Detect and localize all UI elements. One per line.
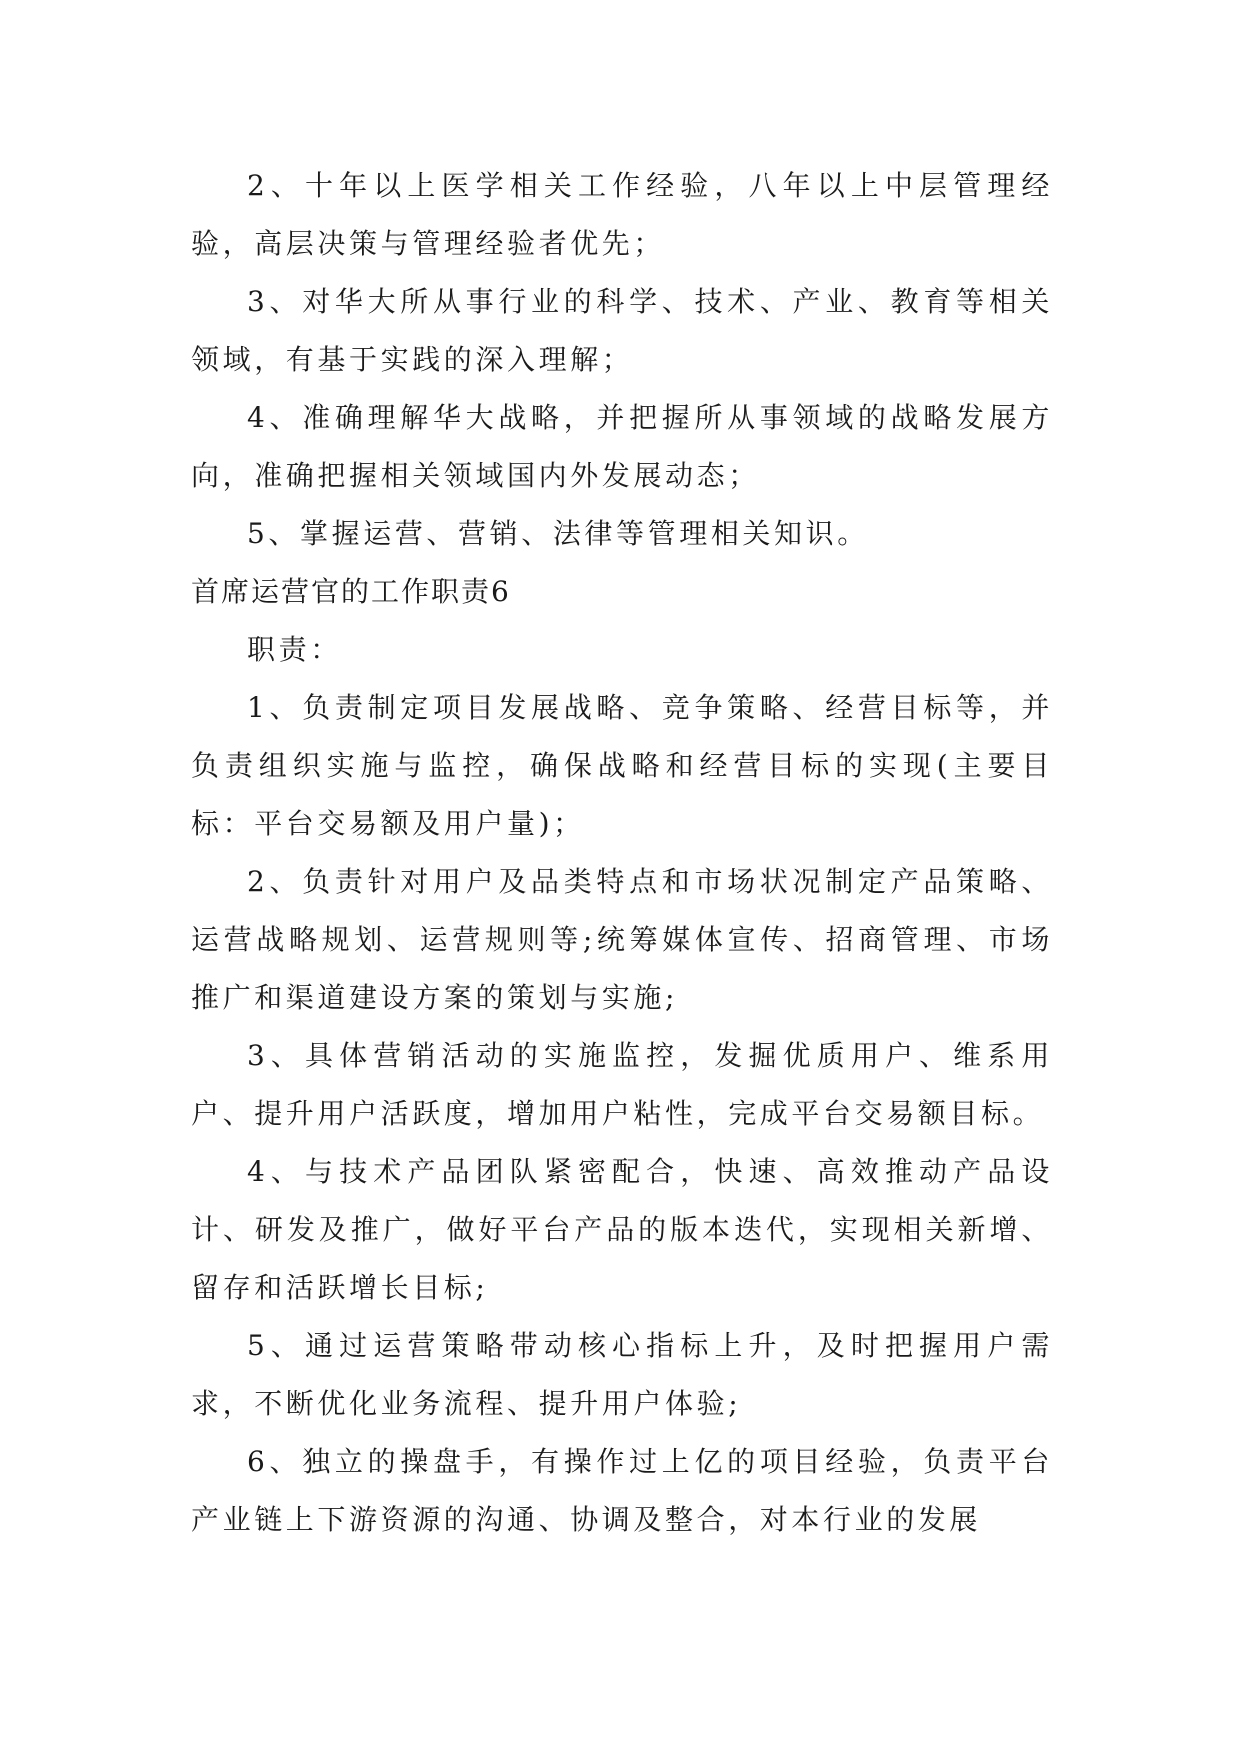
section-label: 职责： bbox=[247, 633, 342, 666]
requirement-item-5: 5、掌握运营、营销、法律等管理相关知识。 bbox=[247, 517, 869, 550]
document-body bbox=[191, 157, 1053, 1549]
duty-item-5: 5、通过运营策略带动核心指标上升，及时把握用户需求，不断优化业务流程、提升用户体验; bbox=[191, 1329, 1053, 1420]
requirement-item-4: 4、准确理解华大战略，并把握所从事领域的战略发展方向，准确把握相关领域国内外发展动态； bbox=[191, 401, 1053, 492]
duty-item-2: 2、负责针对用户及品类特点和市场状况制定产品策略、运营战略规划、运营规则等;统筹媒体宣传、招商管理、市场推广和渠道建设方案的策划与实施; bbox=[191, 865, 1053, 1014]
requirement-item-2: 2、十年以上医学相关工作经验，八年以上中层管理经验，高层决策与管理经验者优先； bbox=[191, 169, 1053, 260]
duty-item-3: 3、具体营销活动的实施监控，发掘优质用户、维系用户、提升用户活跃度，增加用户粘性，完成平台交易额目标。 bbox=[191, 1039, 1053, 1130]
duty-item-1: 1、负责制定项目发展战略、竞争策略、经营目标等，并负责组织实施与监控，确保战略和经营目标的实现(主要目标：平台交易额及用户量)； bbox=[191, 691, 1053, 840]
duty-item-6: 6、独立的操盘手，有操作过上亿的项目经验，负责平台产业链上下游资源的沟通、协调及整合，对本行业的发展 bbox=[191, 1445, 1053, 1536]
requirement-item-3: 3、对华大所从事行业的科学、技术、产业、教育等相关领域，有基于实践的深入理解； bbox=[191, 285, 1053, 376]
duty-item-4: 4、与技术产品团队紧密配合，快速、高效推动产品设计、研发及推广，做好平台产品的版本迭代，实现相关新增、留存和活跃增长目标; bbox=[191, 1155, 1053, 1304]
section-title: 首席运营官的工作职责6 bbox=[191, 575, 511, 608]
